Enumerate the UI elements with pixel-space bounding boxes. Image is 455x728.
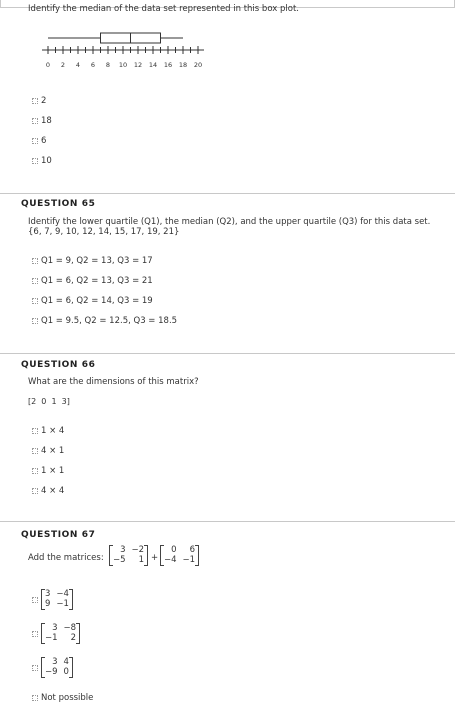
option-label: 4 × 4 bbox=[41, 486, 65, 496]
q67-option-2[interactable] bbox=[32, 623, 80, 644]
radio-button[interactable] bbox=[32, 468, 38, 474]
tick-label: 12 bbox=[133, 61, 143, 69]
option-matrix bbox=[41, 657, 73, 678]
matrix-cell: 3 bbox=[52, 657, 58, 667]
option-label: 10 bbox=[41, 156, 52, 166]
radio-button[interactable] bbox=[32, 158, 38, 164]
tick-label: 6 bbox=[90, 61, 96, 69]
q64-option-1[interactable] bbox=[32, 96, 46, 106]
option-label: 1 × 4 bbox=[41, 426, 65, 436]
tick-label: 2 bbox=[60, 61, 66, 69]
q64-prompt: Identify the median of the data set represented in this box plot. bbox=[28, 4, 299, 14]
radio-button[interactable] bbox=[32, 665, 38, 671]
radio-button[interactable] bbox=[32, 488, 38, 494]
radio-button[interactable] bbox=[32, 258, 38, 264]
matrix-cell: −5 bbox=[113, 555, 126, 565]
divider bbox=[0, 521, 455, 522]
matrix-cell: 4 bbox=[63, 657, 69, 667]
q65-option-2[interactable] bbox=[32, 276, 153, 286]
option-label: 4 × 1 bbox=[41, 446, 65, 456]
q67-option-3[interactable] bbox=[32, 657, 73, 678]
q65-option-3[interactable] bbox=[32, 296, 153, 306]
option-label: 6 bbox=[41, 136, 47, 146]
matrix-cell: −2 bbox=[131, 545, 145, 555]
matrix-cell: 3 bbox=[52, 623, 58, 633]
option-label: 18 bbox=[41, 116, 52, 126]
option-label: Q1 = 6, Q2 = 13, Q3 = 21 bbox=[41, 276, 153, 286]
divider bbox=[0, 353, 455, 354]
tick-label: 20 bbox=[193, 61, 203, 69]
matrix-cell: 6 bbox=[189, 545, 196, 555]
radio-button[interactable] bbox=[32, 428, 38, 434]
q67-title: QUESTION 67 bbox=[21, 530, 96, 540]
option-label: Q1 = 9.5, Q2 = 12.5, Q3 = 18.5 bbox=[41, 316, 178, 326]
option-matrix bbox=[41, 623, 80, 644]
tick-label: 4 bbox=[75, 61, 81, 69]
matrix-cell: −9 bbox=[45, 667, 58, 677]
q64-option-4[interactable] bbox=[32, 156, 52, 166]
q66-title: QUESTION 66 bbox=[21, 360, 96, 370]
q67-prompt: Add the matrices: bbox=[28, 553, 104, 563]
matrix-cell: −4 bbox=[56, 589, 69, 599]
radio-button[interactable] bbox=[32, 631, 38, 637]
matrix-b bbox=[160, 545, 199, 566]
matrix-cell: 0 bbox=[63, 667, 69, 677]
radio-button[interactable] bbox=[32, 138, 38, 144]
tick-label: 8 bbox=[105, 61, 111, 69]
matrix-cell: −8 bbox=[63, 623, 77, 633]
matrix-cell: 3 bbox=[45, 589, 51, 599]
option-label: Q1 = 9, Q2 = 13, Q3 = 17 bbox=[41, 256, 153, 266]
matrix-cell: 0 bbox=[171, 545, 177, 555]
matrix-cell: −1 bbox=[45, 633, 58, 643]
radio-button[interactable] bbox=[32, 118, 38, 124]
q66-option-2[interactable] bbox=[32, 446, 64, 456]
matrix-cell: 9 bbox=[45, 599, 51, 609]
q65-option-4[interactable] bbox=[32, 316, 177, 326]
plus-sign: + bbox=[151, 553, 159, 563]
radio-button[interactable] bbox=[32, 597, 38, 603]
matrix-a bbox=[109, 545, 148, 566]
q64-option-3[interactable] bbox=[32, 136, 46, 146]
tick-label: 10 bbox=[118, 61, 128, 69]
matrix-cell: 3 bbox=[120, 545, 126, 555]
tick-label: 16 bbox=[163, 61, 173, 69]
q64-option-2[interactable] bbox=[32, 116, 52, 126]
q65-option-1[interactable] bbox=[32, 256, 153, 266]
q65-prompt: Identify the lower quartile (Q1), the median (Q2), and the upper quartile (Q3) for this data set. bbox=[28, 217, 431, 227]
option-label: 1 × 1 bbox=[41, 466, 65, 476]
matrix-cell: −4 bbox=[164, 555, 177, 565]
q65-title: QUESTION 65 bbox=[21, 199, 96, 209]
matrix-cell: 2 bbox=[70, 633, 77, 643]
q66-matrix: [2 0 1 3] bbox=[28, 397, 70, 406]
tick-label: 14 bbox=[148, 61, 158, 69]
q65-data-set: {6, 7, 9, 10, 12, 14, 15, 17, 19, 21} bbox=[28, 227, 180, 237]
radio-button[interactable] bbox=[32, 278, 38, 284]
q66-option-1[interactable] bbox=[32, 426, 64, 436]
option-matrix bbox=[41, 589, 73, 610]
q66-prompt: What are the dimensions of this matrix? bbox=[28, 377, 199, 387]
radio-button[interactable] bbox=[32, 298, 38, 304]
q66-option-3[interactable] bbox=[32, 466, 64, 476]
tick-label: 0 bbox=[45, 61, 51, 69]
radio-button[interactable] bbox=[32, 695, 38, 701]
radio-button[interactable] bbox=[32, 318, 38, 324]
q67-option-1[interactable] bbox=[32, 589, 73, 610]
q66-option-4[interactable] bbox=[32, 486, 64, 496]
radio-button[interactable] bbox=[32, 98, 38, 104]
q67-option-4[interactable] bbox=[32, 693, 93, 703]
box-plot bbox=[36, 26, 208, 58]
matrix-cell: −1 bbox=[56, 599, 69, 609]
option-label: Not possible bbox=[41, 693, 94, 703]
matrix-cell: 1 bbox=[138, 555, 145, 565]
option-label: 2 bbox=[41, 96, 47, 106]
tick-label: 18 bbox=[178, 61, 188, 69]
option-label: Q1 = 6, Q2 = 14, Q3 = 19 bbox=[41, 296, 153, 306]
radio-button[interactable] bbox=[32, 448, 38, 454]
divider bbox=[0, 193, 455, 194]
matrix-cell: −1 bbox=[182, 555, 196, 565]
